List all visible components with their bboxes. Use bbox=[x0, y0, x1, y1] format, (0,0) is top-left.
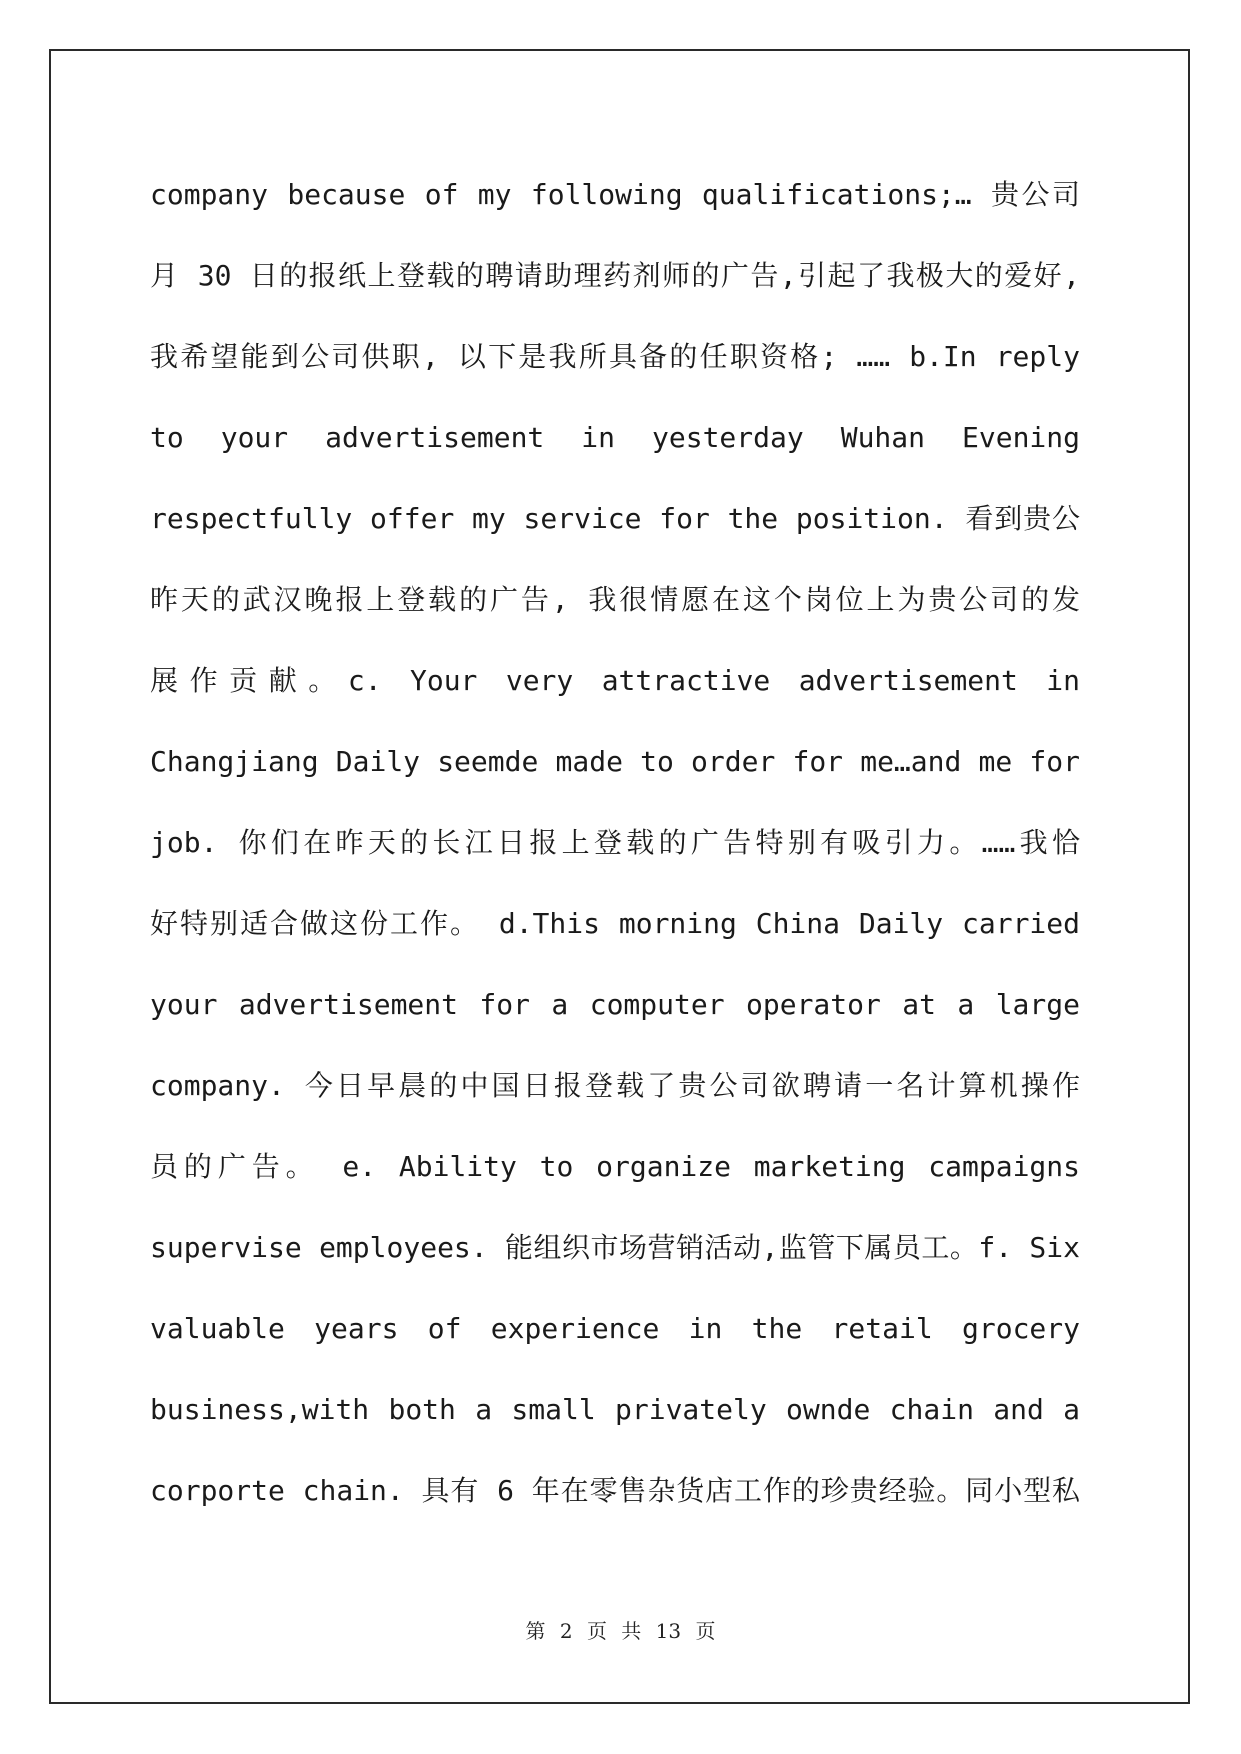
text-line: your advertisement for a computer operator at a large bbox=[150, 988, 1080, 1021]
text-line: corporte chain. 具有 6 年在零售杂货店工作的珍贵经验。同小型私 bbox=[150, 1474, 1080, 1507]
text-line: company. 今日早晨的中国日报登载了贵公司欲聘请一名计算机操作 bbox=[150, 1069, 1080, 1102]
text-line: company because of my following qualifications;… 贵公司 bbox=[150, 178, 1080, 211]
text-line: Changjiang Daily seemde made to order for me…and me for bbox=[150, 745, 1080, 778]
text-line: to your advertisement in yesterday Wuhan Evening bbox=[150, 421, 1080, 454]
text-line: 展作贡献。c. Your very attractive advertisement in bbox=[150, 664, 1080, 697]
text-line: respectfully offer my service for the position. 看到贵公 bbox=[150, 502, 1080, 535]
document-body bbox=[150, 160, 1080, 1537]
text-line: 员的广告。 e. Ability to organize marketing campaigns bbox=[150, 1150, 1080, 1183]
text-line: 我希望能到公司供职, 以下是我所具备的任职资格; …… b.In reply bbox=[150, 340, 1080, 373]
text-line: supervise employees. 能组织市场营销活动,监管下属员工。f. Six bbox=[150, 1231, 1080, 1264]
text-line: job. 你们在昨天的长江日报上登载的广告特别有吸引力。……我恰 bbox=[150, 826, 1080, 859]
text-line: 月 30 日的报纸上登载的聘请助理药剂师的广告,引起了我极大的爱好, bbox=[150, 259, 1080, 292]
text-line: 好特别适合做这份工作。 d.This morning China Daily carried bbox=[150, 907, 1080, 940]
page-number-footer: 第 2 页 共 13 页 bbox=[525, 1619, 716, 1643]
text-line: valuable years of experience in the retail grocery bbox=[150, 1312, 1080, 1345]
text-line: business,with both a small privately ownde chain and a bbox=[150, 1393, 1080, 1426]
text-line: 昨天的武汉晚报上登载的广告, 我很情愿在这个岗位上为贵公司的发 bbox=[150, 583, 1080, 616]
